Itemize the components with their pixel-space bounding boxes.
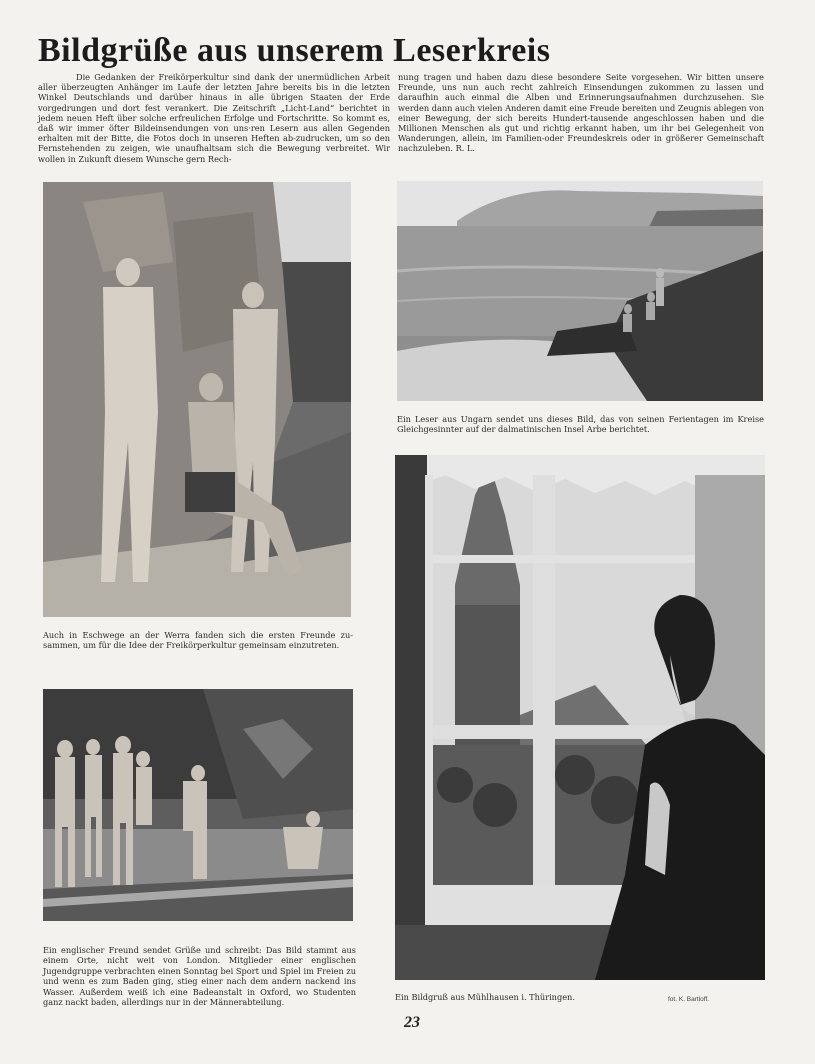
page-number: 23: [404, 1014, 420, 1031]
photo-muehlhausen-window: [395, 455, 765, 980]
caption-muehlhausen: Ein Bildgruß aus Mühlhausen i. Thüringen.: [395, 992, 575, 1002]
caption-eschwege: Auch in Eschwege an der Werra fanden sich die ersten Freunde zu-sammen, um für die Idee der Freikörperkultur gemeinsam einzutreten.: [43, 630, 353, 651]
page-title: Bildgrüße aus unserem Leserkreis: [38, 32, 551, 69]
photo-eschwege-group: [43, 182, 351, 617]
intro-text-left: Die Gedanken der Freikörperkultur sind dank der unermüdlichen Arbeit aller überzeugten Anhänger im Laufe der letzten Jahre bereits bis in die letzten Winkel Deutschlands und darüber hinaus in alle übrigen Staaten der Erde vorgedrungen und dort fest verankert. Die Zeitschrift „Licht-Land“ berichtet in jedem neuen Heft über solche erfreulichen Erfolge und Fortschritte. So kommt es, daß wir immer öfter Bildeinsendungen von uns·ren Lesern aus allen Gegenden erhalten mit der Bitte, die Fotos doch in unseren Heften ab-zudrucken, um so den Fernstehenden zu zeigen, wie unaufhaltsam sich die Bewegung verbreitet. Wir wollen in Zukunft diesem Wunsche gern Rech-: [38, 72, 390, 164]
caption-ungarn: Ein Leser aus Ungarn sendet uns dieses Bild, das von seinen Ferientagen im Kreise Gleichgesinnter auf der dalmatinischen Insel Arbe berichtet.: [397, 414, 764, 435]
photo-england-bathers: [43, 689, 353, 921]
photo-arbe-coast: [397, 181, 763, 401]
photo-credit: fot. K. Bartloff.: [668, 996, 710, 1003]
intro-text-right: nung tragen und haben dazu diese besondere Seite vorgesehen. Wir bitten unsere Freunde, uns nun auch recht zahlreich Einsendungen zukommen zu lassen und daraufhin auch einmal die Alben und Erinnerungsaufnahmen durchzusehen. Sie werden dann auch vielen Anderen damit eine Freude bereiten und Zeugnis ablegen von einer Bewegung, der sich bereits Hundert-tausende angeschlossen haben und die Millionen Menschen als gut und richtig erkannt haben, um ihr bei Gelegenheit von Wanderungen, allein, im Familien-oder Freundeskreis oder in größerer Gemeinschaft nachzuleben. R. L.: [398, 72, 764, 154]
caption-england: Ein englischer Freund sendet Grüße und schreibt: Das Bild stammt aus einem Orte, nicht weit von London. Mitglieder einer englischen Jugendgruppe verbrachten einen Sonntag bei Sport und Spiel im Freien zu und wenn es zum Baden ging, stieg einer nach dem andern nackend ins Wasser. Außerdem weiß ich eine Badeanstalt in Oxford, wo Studenten ganz nackt baden, allerdings nur in der Männerabteilung.: [43, 945, 356, 1008]
